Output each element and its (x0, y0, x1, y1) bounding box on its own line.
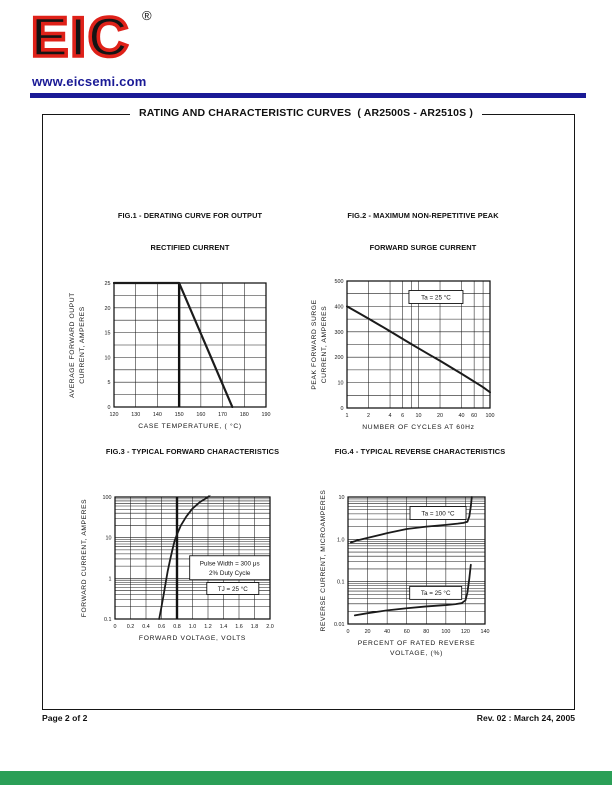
svg-text:300: 300 (334, 329, 344, 336)
svg-text:10: 10 (105, 535, 112, 542)
svg-text:100: 100 (102, 494, 112, 501)
svg-text:0.1: 0.1 (104, 616, 112, 623)
svg-text:6: 6 (401, 413, 405, 420)
fig4-xlabel: VOLTAGE, (%) (389, 649, 444, 657)
svg-text:170: 170 (218, 412, 228, 419)
fig3-xlabel: FORWARD VOLTAGE, VOLTS (138, 634, 247, 642)
fig1-chart (60, 276, 290, 438)
svg-text:40: 40 (458, 413, 465, 420)
eic-logo-graphic (30, 6, 160, 70)
fig4-chart (315, 481, 545, 663)
svg-text:10: 10 (415, 413, 422, 420)
figure-2-title-line2: FORWARD SURGE CURRENT (369, 242, 477, 252)
svg-text:2: 2 (367, 413, 371, 420)
svg-text:1.4: 1.4 (219, 623, 228, 630)
svg-text:2% Duty Cycle: 2% Duty Cycle (209, 569, 251, 577)
svg-text:25: 25 (104, 281, 111, 288)
fig2-chart (310, 276, 540, 438)
svg-text:500: 500 (334, 279, 344, 286)
svg-text:100: 100 (485, 413, 495, 420)
svg-text:180: 180 (239, 412, 249, 419)
page-title: RATING AND CHARACTERISTIC CURVES ( AR2500S - AR2510S ) (130, 107, 482, 119)
svg-text:0: 0 (340, 406, 344, 413)
svg-text:1: 1 (108, 575, 112, 582)
svg-text:0.1: 0.1 (337, 579, 345, 586)
svg-text:0: 0 (107, 405, 111, 412)
svg-text:190: 190 (261, 412, 271, 419)
fig3-annotation-0 (190, 555, 270, 579)
svg-text:400: 400 (334, 304, 344, 311)
navy-rule (30, 93, 586, 98)
registered-trademark-icon: ® (142, 8, 152, 23)
svg-text:130: 130 (131, 412, 141, 419)
svg-text:140: 140 (480, 628, 490, 635)
fig2-ylabel: PEAK FORWARD SURGE (311, 299, 318, 390)
figure-1 (60, 190, 290, 443)
fig3-chart (60, 481, 295, 653)
fig1-grid (114, 283, 266, 407)
svg-text:Ta = 25 °C: Ta = 25 °C (421, 294, 451, 302)
svg-text:1.0: 1.0 (188, 623, 197, 630)
svg-text:4: 4 (388, 413, 392, 420)
figure-2-title (308, 190, 538, 274)
fig4-annotation-1 (410, 586, 462, 599)
figure-4-title-line1: FIG.4 - TYPICAL REVERSE CHARACTERISTICS (334, 447, 506, 457)
fig2-annotation-0 (409, 291, 463, 304)
fig3-annotation-1 (207, 582, 259, 594)
figure-2-chart-mount (310, 276, 540, 443)
svg-text:5: 5 (107, 380, 111, 387)
svg-text:Pulse Width = 300 μs: Pulse Width = 300 μs (199, 560, 260, 568)
eic-logo (30, 6, 160, 70)
svg-text:10: 10 (338, 494, 345, 501)
svg-text:60: 60 (471, 413, 478, 420)
fig2-ylabel: CURRENT, AMPERES (321, 305, 328, 384)
svg-text:140: 140 (152, 412, 162, 419)
svg-text:20: 20 (437, 413, 444, 420)
fig2-xlabel: NUMBER OF CYCLES AT 60Hz (362, 424, 475, 432)
svg-text:0.01: 0.01 (334, 621, 345, 628)
svg-text:120: 120 (460, 628, 470, 635)
fig4-annotation-0 (410, 506, 466, 519)
eic-logo-letters: EIC (31, 6, 131, 68)
figure-4-title (305, 426, 535, 479)
figure-2 (310, 190, 540, 443)
figure-2-title-line1: FIG.2 - MAXIMUM NON-REPETITIVE PEAK (347, 211, 499, 221)
figure-1-title (75, 190, 305, 274)
figure-1-title-line1: FIG.1 - DERATING CURVE FOR OUTPUT (117, 211, 263, 221)
website-link[interactable]: www.eicsemi.com (32, 74, 147, 89)
bottom-green-bar (0, 771, 612, 785)
figure-1-chart-mount (60, 276, 290, 443)
svg-text:1.0: 1.0 (337, 536, 345, 543)
figure-4-chart-mount (315, 481, 545, 668)
svg-text:10: 10 (337, 380, 344, 387)
fig3-ylabel: FORWARD CURRENT, AMPERES (81, 498, 88, 617)
figure-3-title (75, 426, 310, 479)
svg-text:0.4: 0.4 (142, 623, 150, 630)
svg-text:40: 40 (384, 628, 391, 635)
fig1-xlabel: CASE TEMPERATURE, ( °C) (138, 423, 242, 431)
footer-revision: Rev. 02 : March 24, 2005 (476, 713, 575, 723)
svg-text:Ta = 100 °C: Ta = 100 °C (421, 509, 455, 517)
svg-text:0: 0 (346, 628, 350, 635)
svg-text:150: 150 (174, 412, 184, 419)
svg-text:120: 120 (109, 412, 119, 419)
svg-text:200: 200 (334, 355, 344, 362)
svg-text:160: 160 (196, 412, 206, 419)
svg-text:0.8: 0.8 (173, 623, 181, 630)
svg-text:1.2: 1.2 (204, 623, 212, 630)
footer-page-number: Page 2 of 2 (42, 713, 88, 723)
svg-text:20: 20 (364, 628, 371, 635)
figure-1-title-line2: RECTIFIED CURRENT (150, 242, 230, 252)
figure-3-title-line1: FIG.3 - TYPICAL FORWARD CHARACTERISTICS (105, 447, 280, 457)
svg-text:20: 20 (104, 305, 111, 312)
svg-text:1.8: 1.8 (250, 623, 259, 630)
svg-text:80: 80 (423, 628, 430, 635)
svg-text:0.6: 0.6 (157, 623, 166, 630)
svg-text:10: 10 (104, 355, 111, 362)
svg-text:15: 15 (104, 330, 111, 337)
figure-4 (315, 426, 545, 668)
fig1-ylabel: CURRENT, AMPERES (79, 306, 86, 384)
fig1-ylabel: AVERAGE FORWARD OUPUT (69, 292, 76, 398)
figure-3-chart-mount (60, 481, 295, 658)
svg-text:Ta = 25 °C: Ta = 25 °C (420, 589, 451, 597)
svg-text:1.6: 1.6 (235, 623, 243, 630)
svg-text:1: 1 (345, 413, 349, 420)
svg-text:100: 100 (441, 628, 451, 635)
figure-3 (60, 426, 295, 658)
svg-text:0.2: 0.2 (126, 623, 135, 630)
svg-text:60: 60 (403, 628, 410, 635)
fig4-ylabel: REVERSE CURRENT, MICROAMPERES (320, 489, 327, 632)
fig4-xlabel: PERCENT OF RATED REVERSE (357, 639, 476, 647)
svg-text:0: 0 (113, 623, 117, 630)
svg-text:TJ = 25 °C: TJ = 25 °C (217, 585, 248, 593)
svg-text:2.0: 2.0 (266, 623, 274, 630)
